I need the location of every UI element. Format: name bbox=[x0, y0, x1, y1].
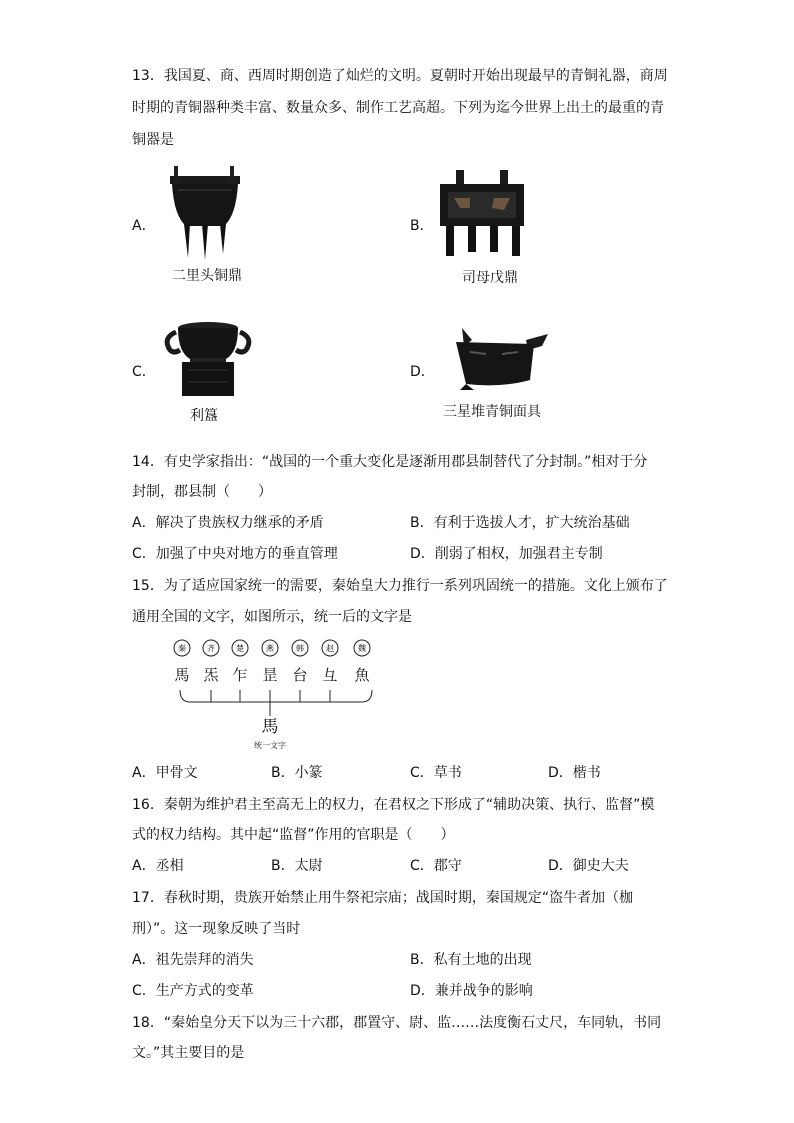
q14-option-a: A．解决了贵族权力继承的矛盾 bbox=[132, 515, 324, 531]
q16-line-1: 16．秦朝为维护君主至高无上的权力，在君权之下形成了“辅助决策、执行、监督”模 bbox=[132, 797, 655, 813]
q13-option-b-caption: 司母戊鼎 bbox=[462, 270, 518, 286]
q13-line-1: 13．我国夏、商、西周时期创造了灿烂的文明。夏朝时开始出现最早的青铜礼器，商周 bbox=[132, 68, 668, 84]
q17-option-d: D．兼并战争的影响 bbox=[410, 983, 533, 999]
state-glyph: 彑 bbox=[322, 666, 338, 684]
state-glyph: 昰 bbox=[262, 666, 278, 684]
state-glyph: 乍 bbox=[232, 666, 248, 684]
q16-line-2: 式的权力结构。其中起“监督”作用的官职是（ ） bbox=[132, 827, 455, 843]
state-glyphs bbox=[174, 666, 370, 684]
state-label: 韩 bbox=[296, 644, 304, 653]
unified-glyph: 馬 bbox=[261, 717, 279, 737]
q15-option-b: B．小篆 bbox=[271, 765, 323, 781]
q17-line-2: 刑）”。这一现象反映了当时 bbox=[132, 921, 301, 937]
state-glyph: 魚 bbox=[354, 666, 370, 684]
q15-option-a: A．甲骨文 bbox=[132, 765, 198, 781]
q14-line-1: 14．有史学家指出：“战国的一个重大变化是逐渐用郡县制替代了分封制。”相对于分 bbox=[132, 454, 648, 470]
q17-option-c: C．生产方式的变革 bbox=[132, 983, 254, 999]
state-label: 秦 bbox=[178, 644, 186, 653]
state-label: 魏 bbox=[358, 644, 366, 653]
q15-option-d: D．楷书 bbox=[548, 765, 601, 781]
q17-option-b: B．私有土地的出现 bbox=[410, 952, 532, 968]
state-glyph: 馬 bbox=[174, 666, 190, 684]
sanxingdui-mask-image bbox=[442, 322, 550, 392]
q17-option-a: A．祖先崇拜的消失 bbox=[132, 952, 254, 968]
q16-option-c: C．郡守 bbox=[410, 858, 462, 874]
state-circles bbox=[174, 640, 370, 656]
state-label: 赵 bbox=[326, 644, 334, 653]
state-label: 楚 bbox=[236, 644, 244, 653]
q16-option-a: A．丞相 bbox=[132, 858, 184, 874]
q13-option-d-letter: D． bbox=[410, 364, 435, 380]
q14-option-d: D．削弱了相权，加强君主专制 bbox=[410, 546, 603, 562]
state-label: 燕 bbox=[266, 644, 274, 653]
li-gui-image bbox=[162, 318, 254, 398]
q13-line-2: 时期的青铜器种类丰富、数量众多、制作工艺高超。下列为迄今世界上出土的最重的青 bbox=[132, 100, 664, 116]
state-glyph: 台 bbox=[292, 666, 308, 684]
q14-line-2: 封制，郡县制（ ） bbox=[132, 484, 272, 500]
q15-line-2: 通用全国的文字，如图所示，统一后的文字是 bbox=[132, 609, 412, 625]
unified-label: 统一文字 bbox=[254, 741, 286, 750]
q13-option-b-letter: B． bbox=[410, 218, 434, 234]
q13-line-3: 铜器是 bbox=[132, 132, 174, 148]
q14-option-b: B．有利于选拔人才，扩大统治基础 bbox=[410, 515, 630, 531]
q13-option-a-letter: A． bbox=[132, 218, 156, 234]
q15-option-c: C．草书 bbox=[410, 765, 462, 781]
bracket bbox=[180, 690, 372, 702]
q18-line-1: 18．“秦始皇分天下以为三十六郡，郡置守、尉、监……法度衡石丈尺，车同轨，书同 bbox=[132, 1015, 662, 1031]
script-unification-figure bbox=[166, 636, 386, 756]
q13-option-a-caption: 二里头铜鼎 bbox=[172, 268, 242, 284]
q13-option-d-caption: 三星堆青铜面具 bbox=[443, 404, 541, 420]
simuwu-ding-image bbox=[434, 168, 530, 260]
erlitou-ding-image bbox=[166, 166, 244, 262]
state-glyph: 炁 bbox=[203, 666, 219, 684]
q14-option-c: C．加强了中央对地方的垂直管理 bbox=[132, 546, 338, 562]
q13-option-c-letter: C． bbox=[132, 364, 156, 380]
q15-line-1: 15．为了适应国家统一的需要，秦始皇大力推行一系列巩固统一的措施。文化上颁布了 bbox=[132, 578, 668, 594]
q18-line-2: 文。”其主要目的是 bbox=[132, 1045, 245, 1061]
state-label: 齐 bbox=[207, 644, 215, 653]
q17-line-1: 17．春秋时期，贵族开始禁止用牛祭祀宗庙；战国时期，秦国规定“盗牛者加（枷 bbox=[132, 890, 634, 906]
q13-option-c-caption: 利簋 bbox=[190, 408, 218, 424]
q16-option-d: D．御史大夫 bbox=[548, 858, 629, 874]
q16-option-b: B．太尉 bbox=[271, 858, 323, 874]
